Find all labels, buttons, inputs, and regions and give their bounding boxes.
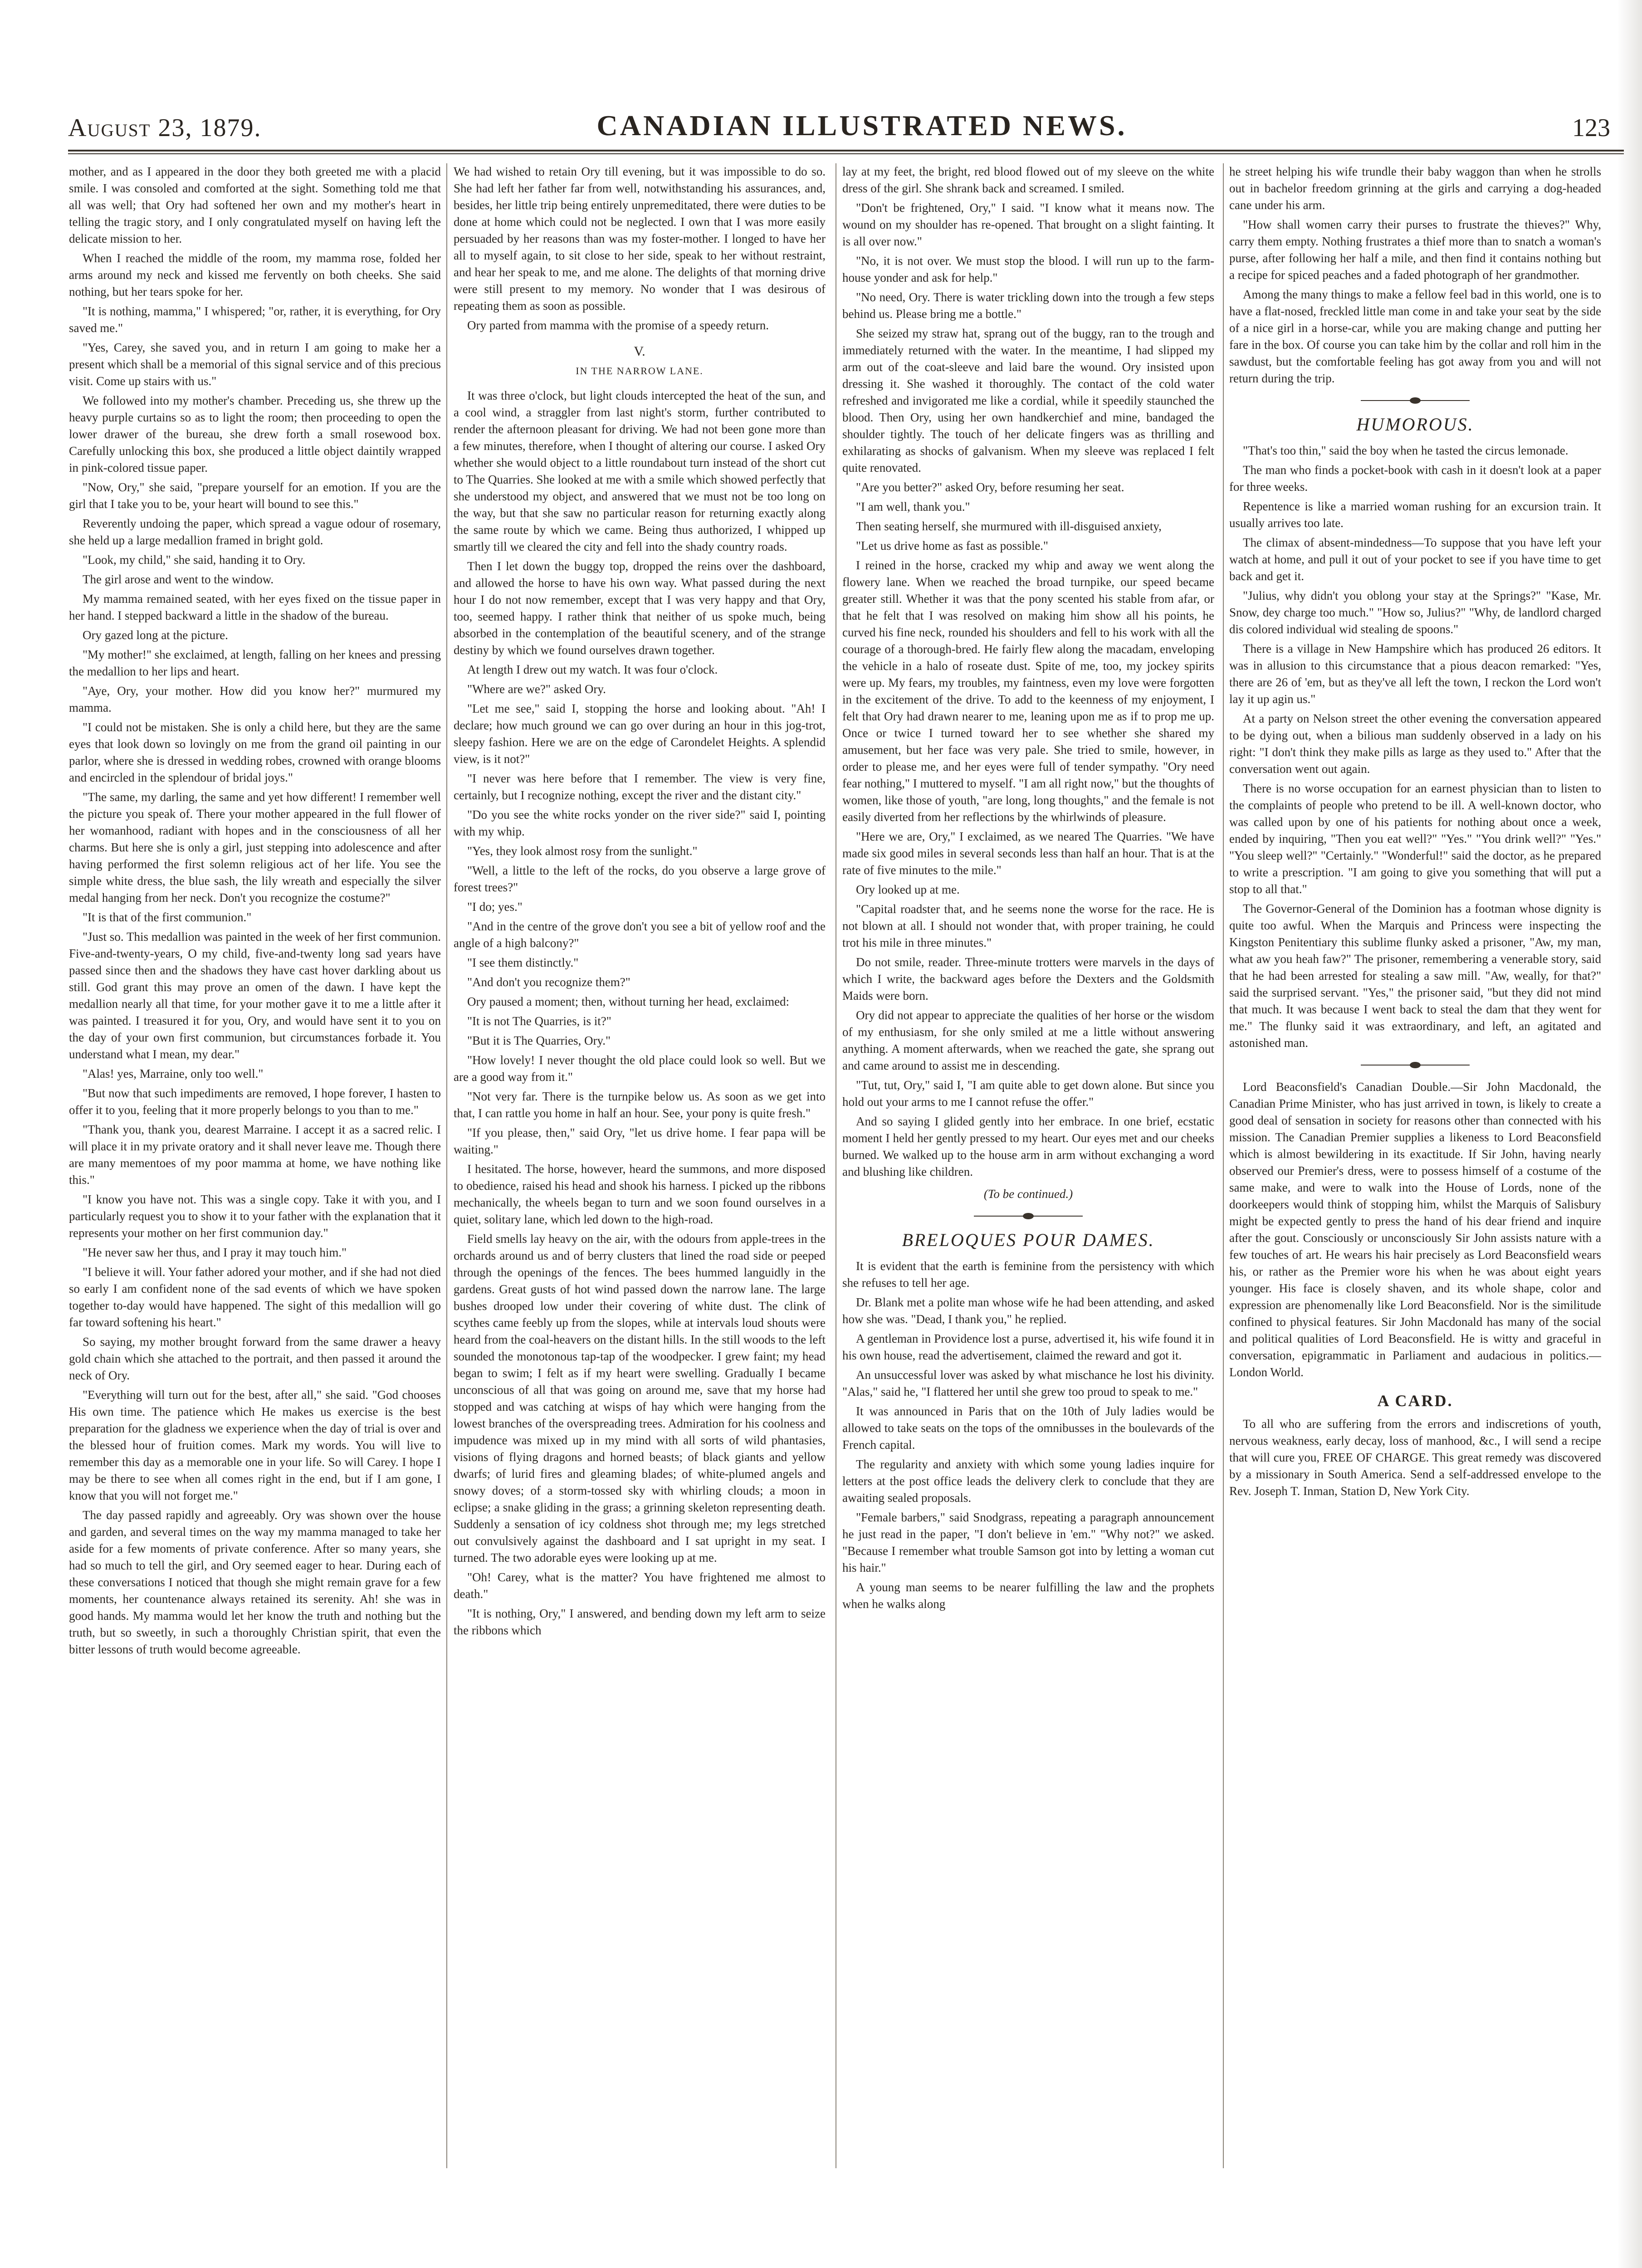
paragraph: There is a village in New Hampshire which has produced 26 editors. It was in allusion to this circumstance that a pious deacon remarked: "Yes, there are 26 of 'em, but as they've all left the town, I reckon the Lord won't lay it up agin us."	[1229, 642, 1601, 706]
paragraph: An unsuccessful lover was asked by what mischance he lost his divinity. "Alas," said he, "I flattered her until she grew too proud to speak to me."	[842, 1368, 1214, 1398]
paragraph: "Just so. This medallion was painted in the week of her first communion. Five-and-twenty-years, O my child, five-and-twenty long sad years have passed since then and the shadows they have cast hover darkling about us still. God grant this may prove an omen of the dawn. I have kept the medallion nearly all that time, for your mother gave it to me a little after it was painted. I treasured it for you, Ory, and would have sent it to you on the day of your own first communion, but circumstances forbade it. You understand what I mean, my dear."	[69, 930, 441, 1061]
paragraph: "My mother!" she exclaimed, at length, falling on her knees and pressing the medallion to her lips and heart.	[69, 648, 441, 678]
column-3	[842, 163, 1214, 2173]
paragraph: "Do you see the white rocks yonder on the river side?" said I, pointing with my whip.	[454, 808, 826, 838]
paragraph: "Oh! Carey, what is the matter? You have frightened me almost to death."	[454, 1570, 826, 1601]
paragraph: "It is that of the first communion."	[83, 910, 252, 924]
paragraph: "It is nothing, Ory," I answered, and bending down my left arm to seize the ribbons which	[454, 1607, 826, 1637]
paragraph: "Female barbers," said Snodgrass, repeating a paragraph announcement he just read in the paper, "I don't believe in 'em." "Why not?" we asked. "Because I remember what trouble Samson got into by letting a woman cut his hair."	[842, 1510, 1214, 1574]
paragraph: Ory did not appear to appreciate the qualities of her horse or the wisdom of my enthusiasm, for she only smiled at me a little without answering anything. A moment afterwards, when we reached the gate, she sprang out and came around to assist me in descending.	[842, 1008, 1214, 1072]
paragraph: Ory paused a moment; then, without turning her head, exclaimed:	[467, 995, 790, 1008]
section-heading-breloques: BRELOQUES POUR DAMES.	[902, 1230, 1155, 1250]
paragraph: "How shall women carry their purses to frustrate the thieves?" Why, carry them empty. Nothing frustrates a thief more than to snatch a woman's purse, after following her half a mile, and then find it contains nothing but a recipe for spiced peaches and a faded photograph of her grandmother.	[1229, 218, 1601, 282]
paragraph: Do not smile, reader. Three-minute trotters were marvels in the days of which I write, the backward ages before the Dexters and the Goldsmith Maids were born.	[842, 955, 1214, 1002]
paragraph: "Now, Ory," she said, "prepare yourself for an emotion. If you are the girl that I take you to be, your heart will bound to see this."	[69, 480, 441, 511]
card-text: To all who are suffering from the errors and indiscretions of youth, nervous weakness, early decay, loss of manhood, &c., I will send a recipe that will cure you, FREE OF CHARGE. This great remedy was discovered by a missionary in South America. Send a self-addressed envelope to the Rev. Joseph T. Inman, Station D, New York City.	[1229, 1417, 1601, 1498]
paragraph: "Let me see," said I, stopping the horse and looking about. "Ah! I declare; how much ground we can go over during an hour in this jog-trot, sleepy fashion. Here we are on the edge of Carondelet Heights. A splendid view, is it not?"	[454, 702, 826, 766]
paragraph: "It is not The Quarries, is it?"	[467, 1014, 611, 1028]
paragraph: "Here we are, Ory," I exclaimed, as we neared The Quarries. "We have made six good miles in several seconds less than half an hour. That is at the rate of five minutes to the mile."	[842, 830, 1214, 877]
column-1	[69, 163, 441, 2173]
column-2	[454, 163, 826, 2173]
paragraph: "Look, my child," she said, handing it to Ory.	[83, 553, 306, 567]
paragraph: mother, and as I appeared in the door they both greeted me with a placid smile. I was consoled and comforted at the sight. Something told me that all was well; that Ory had softened her own and my mother's heart in telling the tragic story, and I only congratulated myself on having left the delicate mission to her.	[69, 165, 441, 245]
paragraph: My mamma remained seated, with her eyes fixed on the tissue paper in her hand. I stepped backward a little in the shadow of the bureau.	[69, 592, 441, 622]
paragraph: There is no worse occupation for an earnest physician than to listen to the complaints of people who pretend to be ill. A well-known doctor, who was called upon by one of his patients for nothing about once a week, ended by inquiring, "Then you eat well?" "Yes." "You drink well?" "Yes." "You sleep well?" "Certainly." "Wonderful!" said the doctor, as he prepared to write a prescription. "I am going to give you something that will put a stop to all that."	[1229, 782, 1601, 896]
paragraph: Lord Beaconsfield's Canadian Double.—Sir John Macdonald, the Canadian Prime Minister, who has just arrived in town, is likely to create a good deal of sensation in society for reasons other than connected with his mission. The Canadian Premier supplies a likeness to Lord Beaconsfield which is almost bewildering in its exactitude. If Sir John, having nearly observed our Premier's dress, were to possess himself of a costume of the same make, and were to walk into the House of Lords, none of the doorkeepers would think of stopping him, whilst the Marquis of Salisbury might be expected gently to press the hand of his dear friend and inquire after the gout. Consciously or unconsciously Sir John assists nature with a few touches of art. He wears his hair precisely as Lord Beaconsfield wears his, or rather as the Premier wore his when he was about eight years younger. His face is closely shaven, and its whole shape, color and expression are phenomenally like Lord Beaconsfield. Nor is the similitude confined to physical features. Sir John Macdonald has many of the social and political qualities of Lord Beaconsfield. He is witty and graceful in conversation, epigrammatic in Parliament and audacious in politics.—London World.	[1229, 1080, 1601, 1379]
card-heading: A CARD.	[1377, 1392, 1453, 1410]
paragraph: "But now that such impediments are removed, I hope forever, I hasten to offer it to you, feeling that it more properly belongs to you than to me."	[69, 1086, 441, 1117]
paragraph: "Alas! yes, Marraine, only too well."	[83, 1067, 264, 1080]
paragraph: It is evident that the earth is feminine from the persistency with which she refuses to tell her age.	[842, 1259, 1214, 1290]
paragraph: Dr. Blank met a polite man whose wife he had been attending, and asked how she was. "Dead, I thank you," he replied.	[842, 1295, 1214, 1326]
paragraph: "Julius, why didn't you oblong your stay at the Springs?" "Kase, Mr. Snow, dey charge too much." "How so, Julius?" "Why, de landlord charged dis colored individual wid stealing de spoons."	[1229, 589, 1601, 636]
paragraph: Field smells lay heavy on the air, with the odours from apple-trees in the orchards around us and of berry clusters that lined the road side or peeped through the openings of the fences. The bees hummed languidly in the gardens. Great gusts of hot wind passed down the narrow lane. The large bushes drooped low under their covering of white dust. The clink of scythes came feebly up from the slopes, while at intervals loud shouts were heard from the coal-heavers on the distant hills. In the still woods to the left sounded the monotonous tap-tap of the woodpecker. I grew faint; my head began to swim; I felt as if my heart were swelling. Gradually I became unconscious of all that was going on around me, save that my horse had stopped and was catching at wisps of hay which were hanging from the lowest branches of the overspreading trees. Admiration for his coolness and impudence was mixed up in my mind with all sorts of wild phantasies, visions of flying dragons and horned beasts; of black giants and yellow dwarfs; of lurid fires and gleaming blades; of white-plumed angels and snowy doves; of a storm-tossed sky with whirling clouds; a moon in eclipse; a snake gliding in the grass; a grinning skeleton representing death. Suddenly a sensation of icy coldness shot through me; my legs stretched out convulsively against the dashboard and I sat upright in my seat. I turned. The two adorable eyes were looking up at me.	[454, 1232, 826, 1564]
paragraph: When I reached the middle of the room, my mamma rose, folded her arms around my neck and kissed me fervently on both cheeks. She said nothing, but her tears spoke for her.	[69, 251, 441, 298]
paragraph: We followed into my mother's chamber. Preceding us, she threw up the heavy purple curtains so as to light the room; then proceeding to open the lower drawer of the bureau, she drew forth a small rosewood box. Carefully unlocking this box, she produced a little object daintily wrapped in pink-colored tissue paper.	[69, 394, 441, 474]
paragraph: A gentleman in Providence lost a purse, advertised it, his wife found it in his own house, read the advertisement, claimed the reward and got it.	[842, 1332, 1214, 1362]
paragraph: "I could not be mistaken. She is only a child here, but they are the same eyes that look down so lovingly on me from the grand oil painting in our parlor, where she is dressed in wedding robes, crowned with orange blooms and encircled in the splendour of bridal joys."	[69, 720, 441, 784]
newspaper-title: CANADIAN ILLUSTRATED NEWS.	[596, 109, 1127, 142]
chapter-number: V.	[634, 344, 645, 359]
paragraph: "The same, my darling, the same and yet how different! I remember well the picture you speak of. There your mother appeared in the full flower of her womanhood, radiant with hopes and in the consciousness of all her charms. But here she is only a girl, just stepping into adolescence and after having performed the first solemn religious act of her life. You see the simple white dress, the blue sash, the lily wreath and especially the silver medal hanging from her neck. Don't you recognize the costume?"	[69, 790, 441, 904]
paragraph: "That's too thin," said the boy when he tasted the circus lemonade.	[1243, 444, 1569, 457]
paragraph: "Where are we?" asked Ory.	[467, 682, 606, 696]
paragraph: I hesitated. The horse, however, heard the summons, and more disposed to obedience, raised his head and shook his harness. I picked up the ribbons mechanically, the wheels began to turn and we soon found ourselves in a quiet, solitary lane, which led down to the high-road.	[454, 1162, 826, 1226]
paragraph: A young man seems to be nearer fulfilling the law and the prophets when he walks along	[842, 1580, 1214, 1611]
masthead-rule-thin	[68, 153, 1624, 154]
paragraph: The climax of absent-mindedness—To suppose that you have left your watch at home, and pull it out of your pocket to see if you have time to get back and get it.	[1229, 536, 1601, 583]
paragraph: "Yes, Carey, she saved you, and in return I am going to make her a present which shall be a memorial of this signal service and of this precious visit. Come up stairs with us."	[69, 341, 441, 388]
column-separator	[1223, 163, 1224, 2168]
issue-date: August 23, 1879.	[68, 114, 262, 142]
paragraph: "Not very far. There is the turnpike below us. As soon as we get into that, I can rattle you home in half an hour. See, your pony is quite fresh."	[454, 1090, 826, 1120]
paragraph: "Everything will turn out for the best, after all," she said. "God chooses His own time. The patience which He makes us exercise is the best preparation for the gladness we experience when the day of trial is over and the blessed hour of fruition comes. Mark my words. You will live to remember this day as a memorable one in your life. So will Carey. I hope I may be there to see when all comes right in the end, but if I am gone, I know that you will not forget me."	[69, 1388, 441, 1502]
paragraph: The regularity and anxiety with which some young ladies inquire for letters at the post office leads the delivery clerk to conclude that they are awaiting sealed proposals.	[842, 1457, 1214, 1505]
paragraph: It was announced in Paris that on the 10th of July ladies would be allowed to take seats on the tops of the omnibusses in the boulevards of the French capital.	[842, 1404, 1214, 1452]
paragraph: "If you please, then," said Ory, "let us drive home. I fear papa will be waiting."	[454, 1126, 826, 1156]
masthead-rule	[68, 150, 1624, 152]
paragraph: "I never was here before that I remember. The view is very fine, certainly, but I recognize nothing, except the river and the distant city."	[454, 772, 826, 802]
paragraph: At a party on Nelson street the other evening the conversation appeared to be dying out, when a bilious man suddenly observed in a lady on his right: "I don't think they make pills as large as they used to." After that the conversation went out again.	[1229, 712, 1601, 776]
page-number: 123	[1572, 114, 1610, 142]
paragraph: "Capital roadster that, and he seems none the worse for the race. He is not blown at all. I should not wonder that, with proper training, he could trot his mile in three minutes."	[842, 902, 1214, 949]
paragraph: "And in the centre of the grove don't you see a bit of yellow roof and the angle of a high balcony?"	[454, 919, 826, 950]
chapter-title: IN THE NARROW LANE.	[576, 365, 704, 376]
paragraph: And so saying I glided gently into her embrace. In one brief, ecstatic moment I held her gently pressed to my heart. Our eyes met and our cheeks burned. We walked up to the house arm in arm without exchanging a word and blushing like children.	[842, 1114, 1214, 1178]
paragraph: The girl arose and went to the window.	[83, 572, 274, 586]
paragraph: lay at my feet, the bright, red blood flowed out of my sleeve on the white dress of the girl. She shrank back and screamed. I smiled.	[842, 165, 1214, 195]
paragraph: "Yes, they look almost rosy from the sunlight."	[467, 844, 698, 858]
paragraph: "I am well, thank you."	[856, 500, 970, 513]
column-separator	[446, 163, 447, 2168]
paragraph: "And don't you recognize them?"	[467, 975, 630, 989]
paragraph: "No need, Ory. There is water trickling down into the trough a few steps behind us. Please bring me a bottle."	[842, 290, 1214, 321]
paragraph: "Are you better?" asked Ory, before resuming her seat.	[856, 480, 1124, 494]
column-4	[1229, 163, 1601, 2173]
paragraph: he street helping his wife trundle their baby waggon than when he strolls out in bachelor freedom grinning at the girls and carrying a dog-headed cane under his arm.	[1229, 165, 1601, 212]
paragraph: "But it is The Quarries, Ory."	[467, 1034, 611, 1047]
paragraph: The man who finds a pocket-book with cash in it doesn't look at a paper for three weeks.	[1229, 463, 1601, 494]
paragraph: Among the many things to make a fellow feel bad in this world, one is to have a flat-nosed, freckled little man come in and take your seat by the side of a nice girl in a horse-car, while you are making change and putting her fare in the box. Of course you can take him by the collar and roll him in the sawdust, but the comfortable feeling has got away from you and will not return during the trip.	[1229, 288, 1601, 385]
section-divider	[1361, 397, 1470, 404]
paragraph: "He never saw her thus, and I pray it may touch him."	[83, 1246, 347, 1259]
paragraph: "Don't be frightened, Ory," I said. "I know what it means now. The wound on my shoulder has re-opened. That brought on a slight fainting. It is all over now."	[842, 201, 1214, 248]
paragraph: Reverently undoing the paper, which spread a vague odour of rosemary, she held up a large medallion framed in bright gold.	[69, 517, 441, 547]
paragraph: It was three o'clock, but light clouds intercepted the heat of the sun, and a cool wind, a straggler from last night's storm, further contributed to render the afternoon pleasant for driving. We had not been gone more than a few minutes, therefore, when I thought of altering our course. I asked Ory whether she would object to a little roundabout turn instead of the short cut to The Quarries. She looked at me with a smile which showed perfectly that she understood my object, and answered that we must not be too long on the way, but that she saw no particular reason for returning exactly along the same route by which we came. Being thus authorized, I whipped up smartly till we cleared the city and fell into the shady country roads.	[454, 389, 826, 553]
masthead	[68, 109, 1619, 145]
paragraph: "Aye, Ory, your mother. How did you know her?" murmured my mamma.	[69, 684, 441, 714]
paragraph: At length I drew out my watch. It was four o'clock.	[467, 663, 718, 676]
paragraph: "How lovely! I never thought the old place could look so well. But we are a good way from it."	[454, 1053, 826, 1084]
paragraph: I reined in the horse, cracked my whip and away we went along the flowery lane. When we reached the broad turnpike, our speed became greater still. Whether it was that the pony scented his stable from afar, or that he felt that I was resolved on making him show all his points, he curved his fine neck, rounded his shoulders and fell to his work with all the courage of a thorough-bred. He fairly flew along the macadam, enveloping the vehicle in a halo of roseate dust. Spite of me, too, my jockey spirits were up. My fears, my troubles, my faintness, even my love were forgotten in the excitement of the drive. To add to the keenness of my enjoyment, I felt that Ory had drawn nearer to me, leaning upon me as if to prop me up. Once or twice I turned toward her to see whether she shared my amusement, but her face was very pale. She tried to smile, however, in order to please me, and her eyes were full of tender sympathy. "Ory need fear nothing," I muttered to myself. "I am all right now," but the thoughts of women, like those of youth, "are long, long thoughts," and the female is not easily diverted from her reflections by the whirlwinds of pleasure.	[842, 558, 1214, 824]
paragraph: "I believe it will. Your father adored your mother, and if she had not died so early I am confident none of the sad events of which we have spoken together to-day would have happened. The sight of this medallion will go far toward softening his heart."	[69, 1265, 441, 1329]
paragraph: "I do; yes."	[467, 900, 523, 914]
paragraph: "I know you have not. This was a single copy. Take it with you, and I particularly request you to show it to your father with the explanation that it represents your mother on her first communion day."	[69, 1193, 441, 1240]
paragraph: Ory looked up at me.	[856, 883, 960, 896]
paragraph: "Well, a little to the left of the rocks, do you observe a large grove of forest trees?"	[454, 864, 826, 894]
section-divider	[974, 1212, 1083, 1220]
paragraph: "I see them distinctly."	[467, 956, 579, 969]
paragraph: The day passed rapidly and agreeably. Ory was shown over the house and garden, and several times on the way my mamma managed to take her aside for a few moments of private conference. After so many years, she had so much to tell the girl, and Ory seemed eager to hear. During each of these conversations I noticed that though she might remain grave for a few moments, her countenance always retained its serenity. Ah! she was in good hands. My mamma would let her know the truth and nothing but the truth, but so sweetly, in such a thoroughly Christian spirit, that even the bitter lessons of truth would become agreeable.	[69, 1508, 441, 1656]
paragraph: "It is nothing, mamma," I whispered; "or, rather, it is everything, for Ory saved me."	[69, 304, 441, 335]
paragraph: Then I let down the buggy top, dropped the reins over the dashboard, and allowed the horse to have his own way. What passed during the next hour I do not now remember, except that I was very happy and that Ory, too, seemed happy. I rather think that neither of us spoke much, being absorbed in the contemplation of the beautiful scenery, and of the strange destiny by which we found ourselves drawn together.	[454, 559, 826, 657]
paragraph: "Tut, tut, Ory," said I, "I am quite able to get down alone. But since you hold out your arms to me I cannot refuse the offer."	[842, 1078, 1214, 1109]
section-heading-humorous: HUMOROUS.	[1356, 414, 1474, 435]
to-be-continued: (To be continued.)	[983, 1187, 1073, 1201]
story-continuation	[69, 163, 441, 1658]
paragraph: So saying, my mother brought forward from the same drawer a heavy gold chain which she attached to the portrait, and then passed it around the neck of Ory.	[69, 1335, 441, 1382]
paragraph: We had wished to retain Ory till evening, but it was impossible to do so. She had left her father far from well, notwithstanding his assurances, and, besides, her little trip being entirely unpremeditated, there were duties to be done at home which could not be neglected. I own that I was more easily persuaded by her reasons than was my foster-mother. I longed to have her all to myself again, to sit close to her side, speak to her without restraint, and hear her speak to me, and me alone. The delights of that morning drive were still present to my memory. No wonder that I was desirous of repeating them as soon as possible.	[454, 165, 826, 313]
paragraph: Then seating herself, she murmured with ill-disguised anxiety,	[856, 519, 1162, 533]
paragraph: "Thank you, thank you, dearest Marraine. I accept it as a sacred relic. I will place it in my private oratory and it shall never leave me. Though there are many mementoes of my poor mamma at home, we have nothing like this."	[69, 1123, 441, 1187]
paragraph: Repentence is like a married woman rushing for an excursion train. It usually arrives too late.	[1229, 499, 1601, 530]
section-divider	[1361, 1061, 1470, 1069]
paragraph: "No, it is not over. We must stop the blood. I will run up to the farm-house yonder and ask for help."	[842, 254, 1214, 284]
paragraph: Ory gazed long at the picture.	[83, 628, 228, 642]
paragraph: "Let us drive home as fast as possible."	[856, 539, 1048, 552]
paragraph: The Governor-General of the Dominion has a footman whose dignity is quite too awful. When the Marquis and Princess were inspecting the Kingston Penitentiary this sublime flunky asked a prisoner, "Aw, my man, what aw you heah faw?" The prisoner, remembering a venerable story, said that he had been arrested for stealing a saw mill. "Aw, weally, for that?" said the surprised servant. "Yes," the prisoner said, "but they did not mind that much. It was because I went back to steal the dam that they went for me." The flunky said it was extraordinary, and left, an agitated and astonished man.	[1229, 902, 1601, 1050]
paragraph: Ory parted from mamma with the promise of a speedy return.	[467, 318, 769, 332]
paragraph: She seized my straw hat, sprang out of the buggy, ran to the trough and immediately returned with the water. In the meantime, I had slipped my arm out of the coat-sleeve and laid bare the wound. Ory insisted upon dressing it. She washed it thoroughly. The contact of the cold water refreshed and invigorated me like a cordial, while it speedily staunched the blood. Then Ory, using her own handkerchief and mine, bandaged the shoulder tightly. The touch of her delicate fingers was as thrilling and exhilarating as shocks of galvanism. When my sleeve was replaced I felt quite renovated.	[842, 327, 1214, 474]
